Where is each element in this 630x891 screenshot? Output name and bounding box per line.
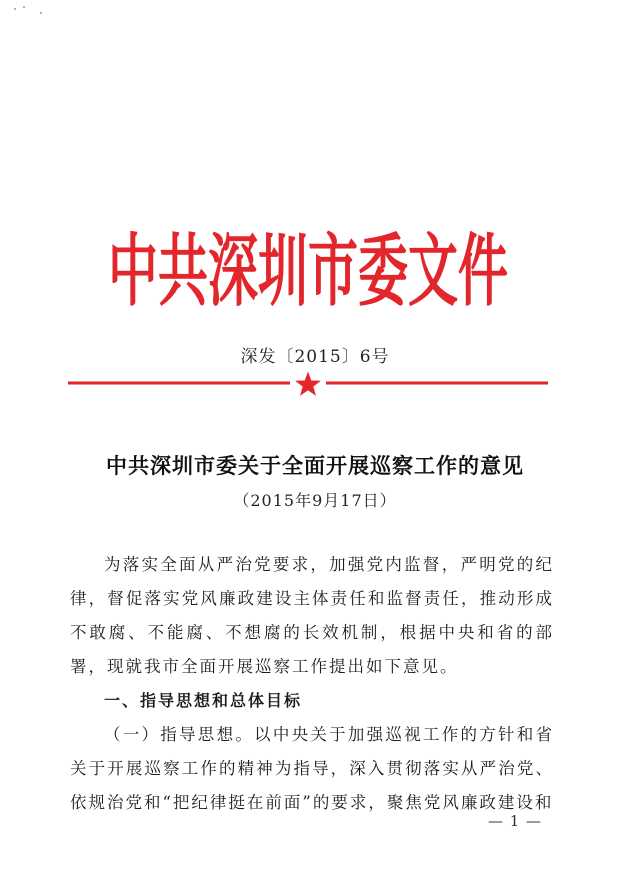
document-title: 中共深圳市委关于全面开展巡察工作的意见 — [106, 453, 524, 478]
document-body — [70, 548, 554, 820]
page-number: — 1 — — [487, 812, 543, 830]
document-number: 深发〔2015〕6号 — [240, 347, 390, 367]
section-paragraph: （一）指导思想。以中央关于加强巡视工作的方针和省关于开展巡察工作的精神为指导，深入贯彻落实从严治党、依规治党和“把纪律挺在前面”的要求，聚焦党风廉政建设和 — [70, 725, 554, 812]
masthead — [0, 218, 630, 308]
scan-specks — [14, 6, 54, 18]
red-divider — [68, 371, 548, 399]
intro-paragraph: 为落实全面从严治党要求，加强党内监督，严明党的纪律，督促落实党风廉政建设主体责任和监督责任，推动形成不敢腐、不能腐、不想腐的长效机制，根据中央和省的部署，现就我市全面开展巡察工作提出如下意见。 — [70, 555, 554, 676]
masthead-title-svg — [0, 218, 630, 308]
masthead-title: 中共深圳市委文件 — [108, 225, 509, 308]
star-icon — [295, 372, 321, 396]
section-heading: 一、指导思想和总体目标 — [104, 691, 303, 710]
document-date: （2015年9月17日） — [233, 491, 397, 510]
